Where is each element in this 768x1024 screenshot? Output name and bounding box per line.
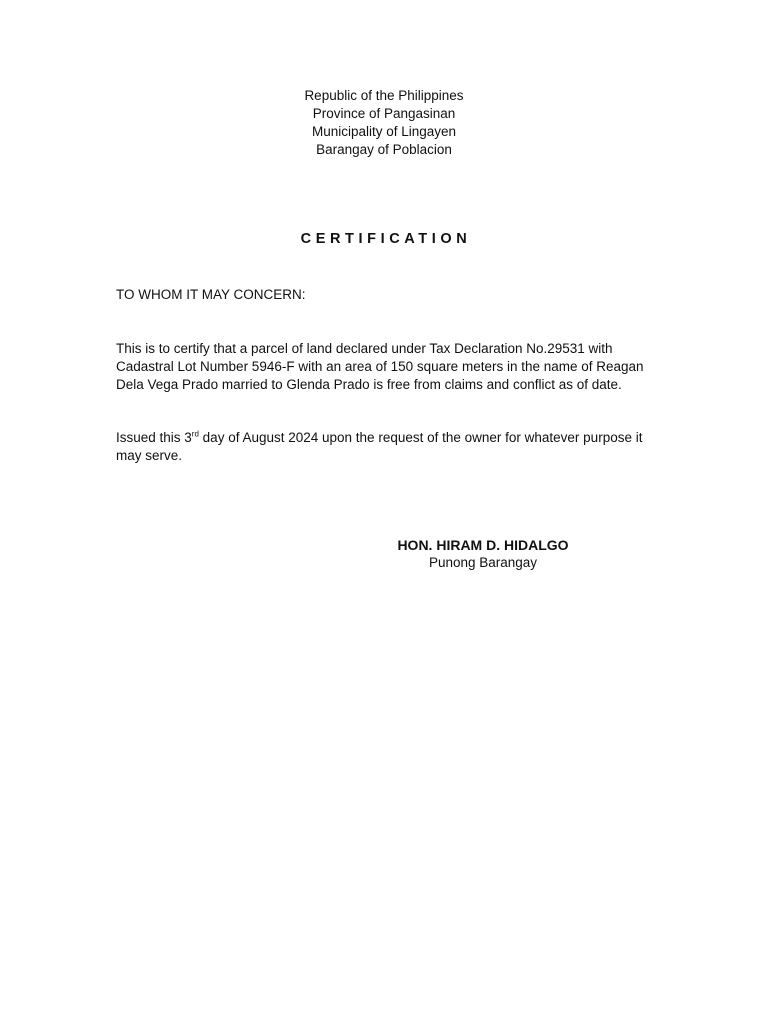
salutation: TO WHOM IT MAY CONCERN: — [116, 287, 306, 302]
issuance-paragraph — [116, 429, 656, 465]
document-title: CERTIFICATION — [300, 231, 472, 247]
letterhead-province: Province of Pangasinan — [312, 106, 456, 121]
signatory-position: Punong Barangay — [428, 555, 538, 570]
letterhead-barangay: Barangay of Poblacion — [316, 142, 452, 157]
issuance-text-start: Issued this 3 — [116, 430, 192, 445]
signature-block — [380, 536, 586, 572]
certification-paragraph: This is to certify that a parcel of land declared under Tax Declaration No.29531 with Cadastral Lot Number 5946-F with an area of 150 square meters in the name of Reagan Dela Vega Prado married to Glenda Prado is free from claims and conflict as of date. — [116, 341, 644, 392]
letterhead-country: Republic of the Philippines — [304, 88, 464, 103]
signatory-name: HON. HIRAM D. HIDALGO — [397, 537, 569, 553]
issuance-text-end: day of August 2024 upon the request of the owner for whatever purpose it may serve. — [116, 430, 643, 463]
letterhead — [0, 87, 768, 159]
letterhead-municipality: Municipality of Lingayen — [311, 124, 457, 139]
ordinal-suffix: rd — [191, 429, 199, 439]
